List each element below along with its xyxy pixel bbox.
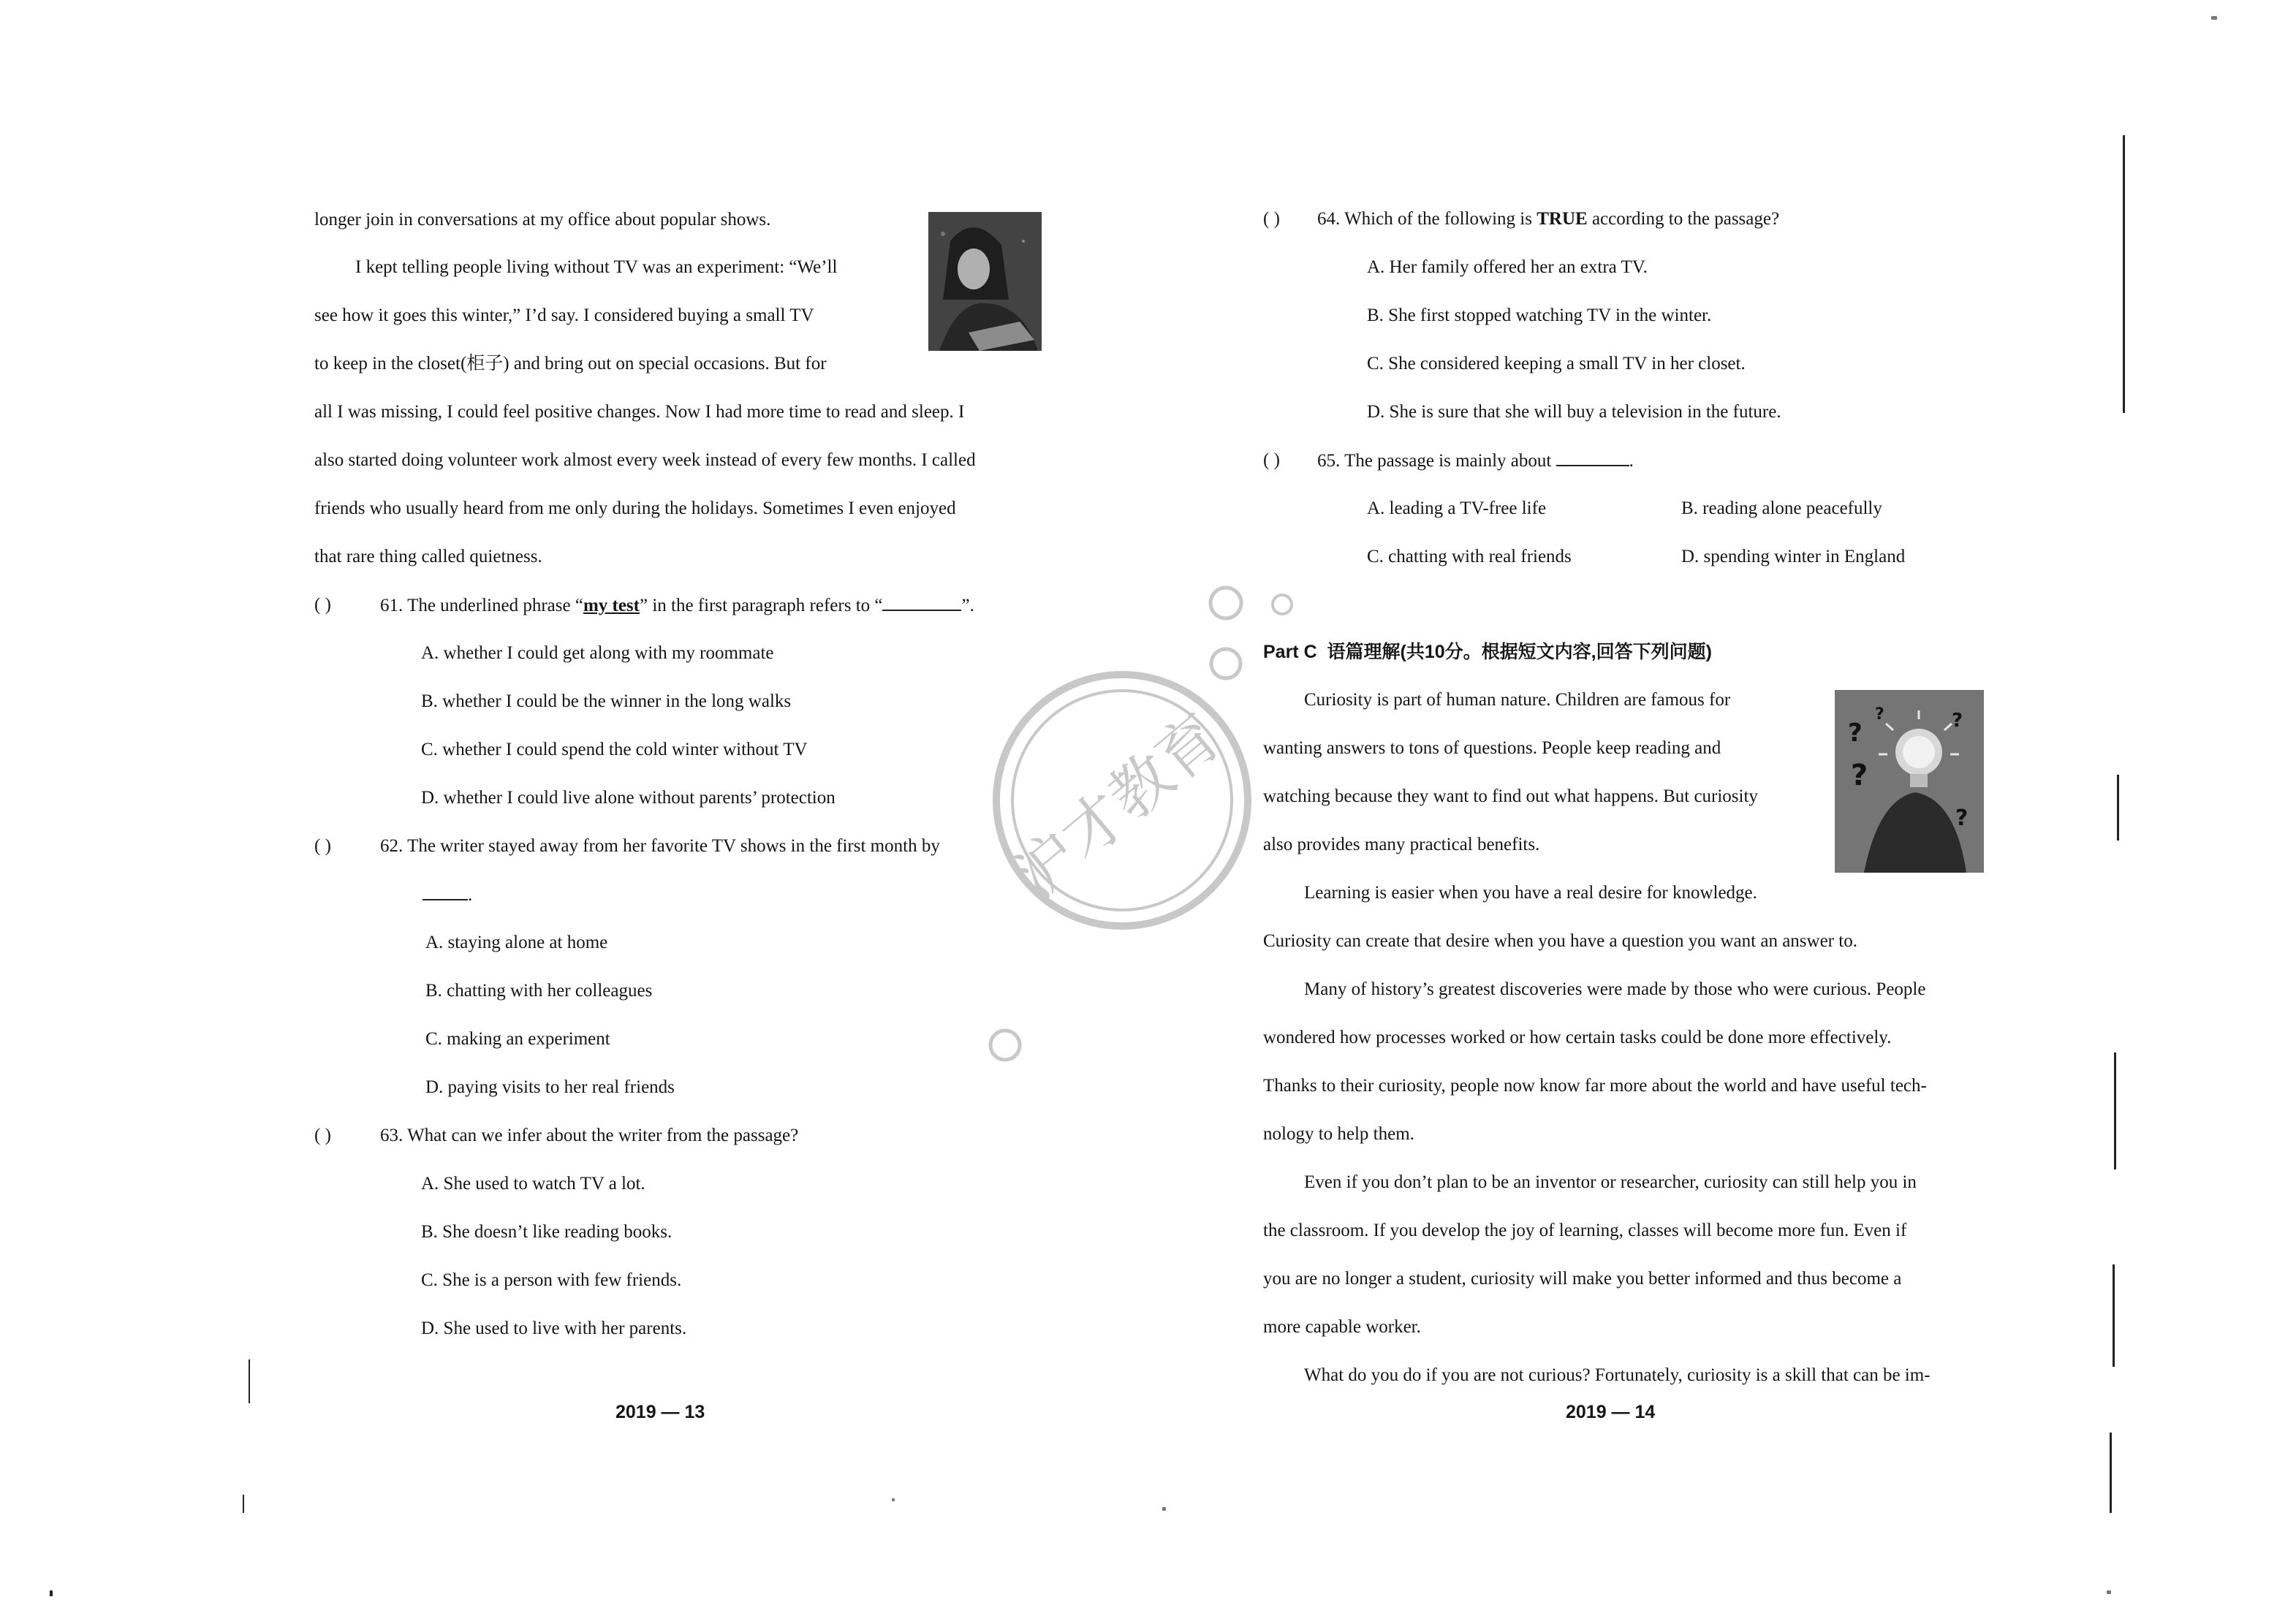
q65-option-a[interactable]: A. leading a TV-free life [1367,498,1547,518]
lightbulb-photo [1835,690,1984,873]
paragraph-2-line-5: also started doing volunteer work almost every week instead of every few months. I called [314,450,976,470]
q63-option-d[interactable]: D. She used to live with her parents. [421,1319,687,1338]
part-c-heading: Part C 语篇理解(共10分。根据短文内容,回答下列问题) [1263,642,1712,662]
stamp-circle-decoration-2 [1208,585,1295,621]
q62-stem: 62. The writer stayed away from her favorite TV shows in the first month by [380,836,940,856]
scan-edge-mark [2110,1433,2112,1513]
passage-line-14: more capable worker. [1263,1317,1421,1337]
passage-line-11: Even if you don’t plan to be an inventor or researcher, curiosity can still help you in [1304,1172,1917,1192]
watermark-text: 沪才教育 [1001,699,1235,913]
passage-line-2: wanting answers to tons of questions. People keep reading and [1263,738,1721,758]
svg-text:?: ? [1875,705,1884,724]
q62-option-d[interactable]: D. paying visits to her real friends [425,1077,675,1097]
passage-line-7: Many of history’s greatest discoveries were made by those who were curious. People [1304,979,1926,999]
q63-option-a[interactable]: A. She used to watch TV a lot. [421,1174,645,1194]
passage-line-8: wondered how processes worked or how certain tasks could be done more effectively. [1263,1028,1892,1047]
q62-blank[interactable] [423,883,468,900]
stamp-circle-decoration [987,1027,1023,1063]
passage-line-15: What do you do if you are not curious? Fortunately, curiosity is a skill that can be im- [1304,1365,1931,1385]
scan-speck [1162,1507,1166,1511]
q61-option-a[interactable]: A. whether I could get along with my roommate [421,643,774,663]
q65-answer-paren[interactable]: ( ) [1263,450,1280,470]
paragraph-2-line-6: friends who usually heard from me only during the holidays. Sometimes I even enjoyed [314,498,956,518]
svg-text:?: ? [1952,710,1963,732]
scan-edge-mark [2117,775,2119,841]
scan-edge-mark [249,1359,250,1403]
page-number-left: 2019 — 13 [615,1402,705,1422]
paragraph-2-line-2: see how it goes this winter,” I’d say. I considered buying a small TV [314,306,814,325]
scan-speck [892,1498,895,1501]
q65-blank[interactable] [1556,449,1629,466]
q64-option-d[interactable]: D. She is sure that she will buy a television in the future. [1367,402,1781,422]
passage-line-12: the classroom. If you develop the joy of learning, classes will become more fun. Even if [1263,1221,1907,1240]
q62-answer-paren[interactable]: ( ) [314,836,331,856]
q63-stem: 63. What can we infer about the writer from the passage? [380,1126,799,1145]
q62-option-a[interactable]: A. staying alone at home [425,933,608,952]
q61-option-c[interactable]: C. whether I could spend the cold winter without TV [421,740,808,759]
passage-line-1: Curiosity is part of human nature. Children are famous for [1304,690,1731,710]
q65-stem: 65. The passage is mainly about . [1317,449,1634,473]
q62-blank-line: . [423,883,472,907]
q63-option-c[interactable]: C. She is a person with few friends. [421,1270,682,1290]
passage-line-6: Curiosity can create that desire when you have a question you want an answer to. [1263,931,1857,951]
scan-speck [2107,1590,2111,1594]
q64-stem: 64. Which of the following is TRUE according to the passage? [1317,209,1780,229]
q65-option-d[interactable]: D. spending winter in England [1681,547,1906,566]
passage-line-10: nology to help them. [1263,1124,1414,1144]
passage-line-13: you are no longer a student, curiosity will make you better informed and thus become a [1263,1269,1902,1289]
q61-blank[interactable] [882,593,961,611]
q62-option-c[interactable]: C. making an experiment [425,1029,610,1049]
q63-answer-paren[interactable]: ( ) [314,1126,331,1145]
underlined-phrase: my test [583,596,640,615]
q63-option-b[interactable]: B. She doesn’t like reading books. [421,1222,672,1242]
page-number-right: 2019 — 14 [1566,1402,1656,1422]
q65-option-b[interactable]: B. reading alone peacefully [1681,498,1882,518]
watermark-stamp [976,643,1268,950]
scan-edge-mark [2114,1052,2116,1169]
q64-option-b[interactable]: B. She first stopped watching TV in the winter. [1367,306,1712,325]
scan-edge-mark [243,1495,244,1513]
scan-speck [2211,16,2217,20]
paragraph-2-line-1: I kept telling people living without TV was an experiment: “We’ll [355,257,838,277]
q64-answer-paren[interactable]: ( ) [1263,209,1280,229]
q62-option-b[interactable]: B. chatting with her colleagues [425,981,653,1001]
q61-answer-paren[interactable]: ( ) [314,595,331,615]
woman-reading-photo [928,212,1042,351]
scan-edge-mark [2113,1264,2115,1367]
passage-line-4: also provides many practical benefits. [1263,835,1540,854]
passage-line-3: watching because they want to find out what happens. But curiosity [1263,786,1758,806]
paragraph-2-line-4: all I was missing, I could feel positive changes. Now I had more time to read and sleep. I [314,402,965,422]
q61-option-d[interactable]: D. whether I could live alone without parents’ protection [421,788,836,808]
q61-option-b[interactable]: B. whether I could be the winner in the long walks [421,691,792,711]
q64-option-c[interactable]: C. She considered keeping a small TV in her closet. [1367,354,1746,373]
paragraph-1-end: longer join in conversations at my office about popular shows. [314,210,771,229]
paragraph-2-line-7: that rare thing called quietness. [314,547,542,566]
paragraph-2-line-3: to keep in the closet(柜子) and bring out on special occasions. But for [314,354,827,373]
q65-option-c[interactable]: C. chatting with real friends [1367,547,1572,566]
scan-edge-mark [2123,135,2125,413]
q64-option-a[interactable]: A. Her family offered her an extra TV. [1367,257,1648,277]
svg-text:?: ? [1851,759,1868,792]
passage-line-9: Thanks to their curiosity, people now know far more about the world and have useful tech- [1263,1076,1927,1096]
q61-stem: 61. The underlined phrase “my test” in the first paragraph refers to “ ”. [380,593,974,618]
passage-line-5: Learning is easier when you have a real desire for knowledge. [1304,883,1757,903]
svg-text:?: ? [1955,805,1969,831]
svg-text:?: ? [1848,718,1863,748]
scan-speck [50,1590,53,1596]
